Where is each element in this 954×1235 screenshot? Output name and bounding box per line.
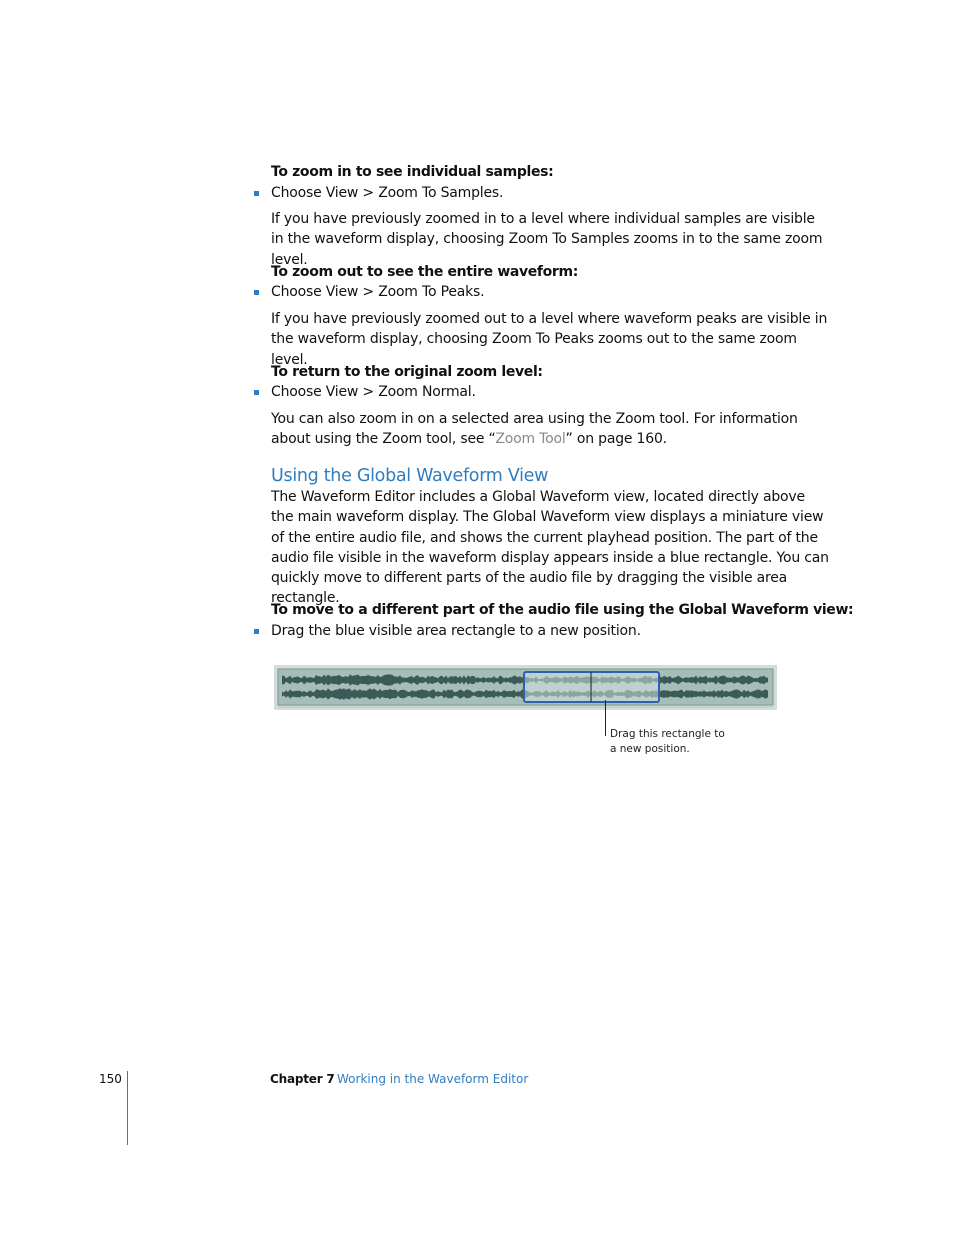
global-waveform-figure <box>274 665 777 710</box>
step-text: Choose View > Zoom To Peaks. <box>271 284 485 300</box>
callout-line-2: a new position. <box>610 743 690 755</box>
footer-rule <box>127 1071 128 1145</box>
procedure-heading-zoom-normal: To return to the original zoom level: <box>271 364 543 380</box>
procedure-heading-zoom-samples: To zoom in to see individual samples: <box>271 164 554 180</box>
paragraph <box>271 409 831 450</box>
step-text: Drag the blue visible area rectangle to a new position. <box>271 623 641 639</box>
bullet-icon <box>254 191 259 196</box>
chapter-title: Working in the Waveform Editor <box>337 1072 529 1086</box>
callout-line-1: Drag this rectangle to <box>610 728 725 740</box>
note-text: You can also zoom in on a selected area using the Zoom tool. For information about using the Zoom tool, see “ <box>271 411 798 448</box>
step-text: Choose View > Zoom To Samples. <box>271 185 504 201</box>
page-number: 150 <box>99 1072 122 1086</box>
bullet-icon <box>254 629 259 634</box>
zoom-tool-link[interactable]: Zoom Tool <box>495 431 566 448</box>
bullet-icon <box>254 390 259 395</box>
procedure-heading-global-waveform: To move to a different part of the audio file using the Global Waveform view: <box>271 602 854 618</box>
bullet-icon <box>254 290 259 295</box>
callout-line <box>605 700 606 736</box>
callout-label <box>610 727 725 757</box>
step-text: Choose View > Zoom Normal. <box>271 384 476 400</box>
procedure-heading-zoom-peaks: To zoom out to see the entire waveform: <box>271 264 578 280</box>
section-heading: Using the Global Waveform View <box>271 466 549 486</box>
paragraph: If you have previously zoomed in to a level where individual samples are visible in the waveform display, choosing Zoom To Samples zooms in to the same zoom level. <box>271 211 823 268</box>
note-text: ” on page 160. <box>565 431 667 448</box>
paragraph: If you have previously zoomed out to a level where waveform peaks are visible in the waveform display, choosing Zoom To Peaks zooms out to the same zoom level. <box>271 311 828 368</box>
paragraph: The Waveform Editor includes a Global Waveform view, located directly above the main waveform display. The Global Waveform view displays a miniature view of the entire audio file, and shows the current playhead position. The part of the audio file visible in the waveform display appears inside a blue rectangle. You can quickly move to different parts of the audio file by dragging the visible area rectangle. <box>271 489 829 607</box>
chapter-label: Chapter 7 <box>270 1072 335 1086</box>
